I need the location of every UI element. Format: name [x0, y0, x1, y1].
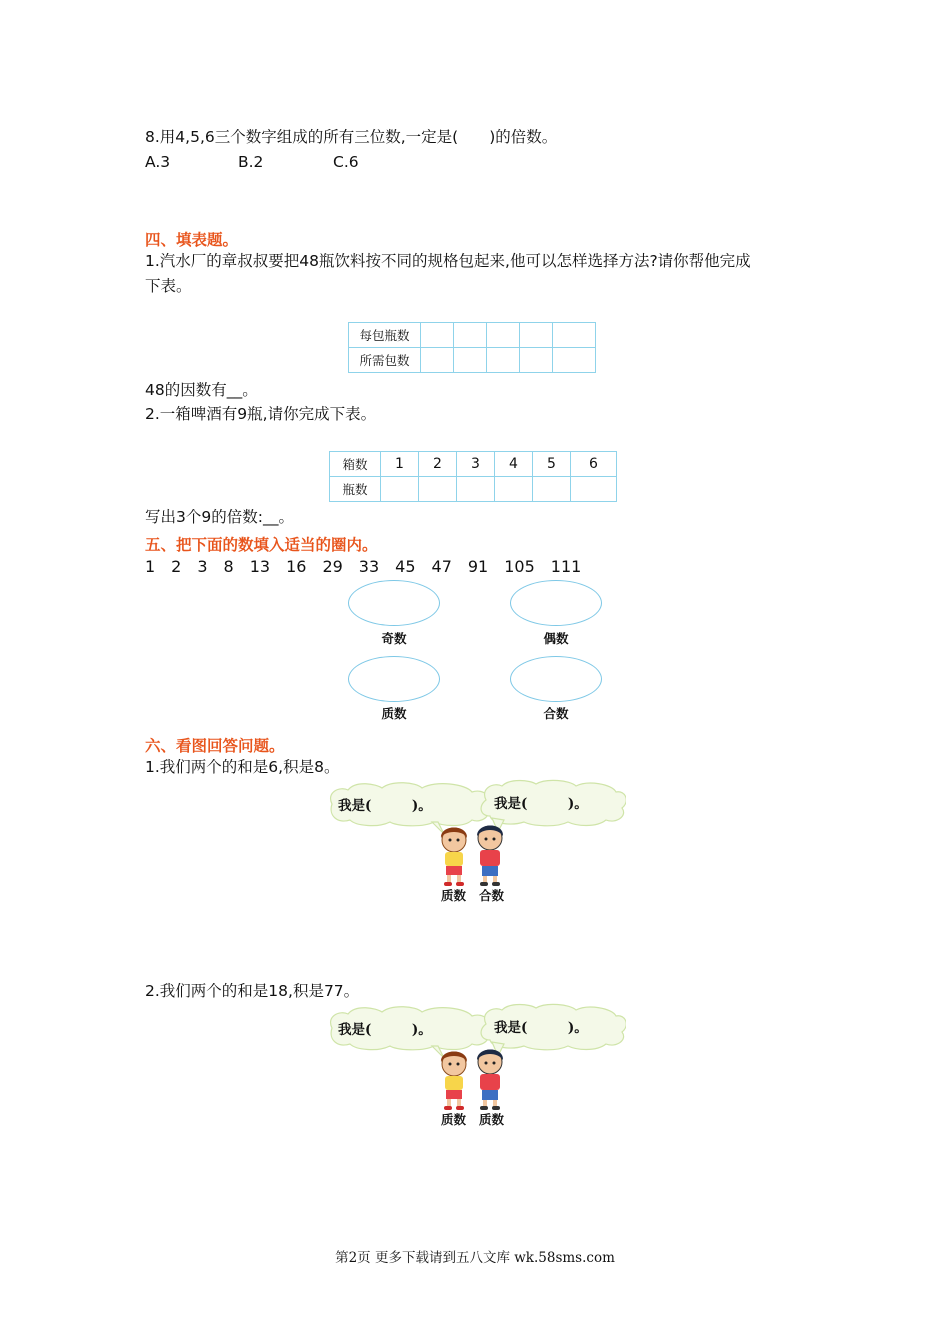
- table1-row1-label: 每包瓶数: [349, 323, 421, 348]
- table2-cell[interactable]: [381, 477, 419, 502]
- table2-cell[interactable]: [495, 477, 533, 502]
- bubble-right-1: 我是( )。: [494, 796, 588, 812]
- s6-q1: 1.我们两个的和是6,积是8。: [145, 758, 340, 776]
- table2-cell[interactable]: [571, 477, 617, 502]
- bubble-left-2: 我是( )。: [338, 1022, 432, 1038]
- even-label: 偶数: [543, 631, 569, 646]
- s4-q1-answer: 48的因数有__。: [145, 381, 258, 399]
- table2-col: 4: [495, 452, 533, 477]
- table2-cell[interactable]: [419, 477, 457, 502]
- composite-circle[interactable]: [510, 656, 602, 702]
- table1-cell[interactable]: [454, 323, 487, 348]
- table1-cell[interactable]: [553, 323, 596, 348]
- table2-col: 5: [533, 452, 571, 477]
- children-icon-1: [432, 820, 522, 888]
- kid-label-left-1: 质数: [441, 888, 467, 903]
- odd-circle[interactable]: [348, 580, 440, 626]
- children-icon-2: [432, 1044, 522, 1112]
- page-footer: 第2页 更多下载请到五八文库 wk.58sms.com: [335, 1250, 615, 1266]
- number-list: 1 2 3 8 13 16 29 33 45 47 91 105 111: [145, 557, 582, 576]
- table1-cell[interactable]: [520, 348, 553, 373]
- beer-table: [329, 451, 617, 502]
- table1-row2-label: 所需包数: [349, 348, 421, 373]
- even-circle[interactable]: [510, 580, 602, 626]
- prime-label: 质数: [381, 706, 407, 721]
- bubble-left-1: 我是( )。: [338, 798, 432, 814]
- table2-col: 2: [419, 452, 457, 477]
- table1-cell[interactable]: [421, 323, 454, 348]
- option-c: C.6: [333, 153, 359, 171]
- table2-cell[interactable]: [457, 477, 495, 502]
- s4-q2-answer: 写出3个9的倍数:__。: [145, 508, 294, 526]
- table1-cell[interactable]: [553, 348, 596, 373]
- composite-label: 合数: [543, 706, 569, 721]
- section-6-title: 六、看图回答问题。: [145, 737, 285, 755]
- kid-label-right-2: 质数: [479, 1112, 505, 1127]
- table2-row2-label: 瓶数: [330, 477, 381, 502]
- table2-row1-label: 箱数: [330, 452, 381, 477]
- option-a: A.3: [145, 153, 171, 171]
- kid-label-left-2: 质数: [441, 1112, 467, 1127]
- s4-q1-line1: 1.汽水厂的章叔叔要把48瓶饮料按不同的规格包起来,他可以怎样选择方法?请你帮他完成: [145, 252, 751, 270]
- s4-q1-line2: 下表。: [145, 277, 192, 295]
- section-4-title: 四、填表题。: [145, 231, 239, 249]
- question-8: 8.用4,5,6三个数字组成的所有三位数,一定是( )的倍数。: [145, 128, 558, 146]
- table2-col: 1: [381, 452, 419, 477]
- table2-cell[interactable]: [533, 477, 571, 502]
- packing-table: [348, 322, 596, 373]
- kid-label-right-1: 合数: [479, 888, 505, 903]
- table1-cell[interactable]: [421, 348, 454, 373]
- table2-col: 6: [571, 452, 617, 477]
- odd-label: 奇数: [381, 631, 407, 646]
- table2-col: 3: [457, 452, 495, 477]
- table1-cell[interactable]: [487, 348, 520, 373]
- kids-illustration-1: [326, 778, 626, 903]
- s6-q2: 2.我们两个的和是18,积是77。: [145, 982, 360, 1000]
- kids-illustration-2: [326, 1002, 626, 1127]
- table1-cell[interactable]: [454, 348, 487, 373]
- bubble-right-2: 我是( )。: [494, 1020, 588, 1036]
- s4-q2: 2.一箱啤酒有9瓶,请你完成下表。: [145, 405, 377, 423]
- option-b: B.2: [238, 153, 264, 171]
- table1-cell[interactable]: [487, 323, 520, 348]
- prime-circle[interactable]: [348, 656, 440, 702]
- section-5-title: 五、把下面的数填入适当的圈内。: [145, 536, 378, 554]
- table1-cell[interactable]: [520, 323, 553, 348]
